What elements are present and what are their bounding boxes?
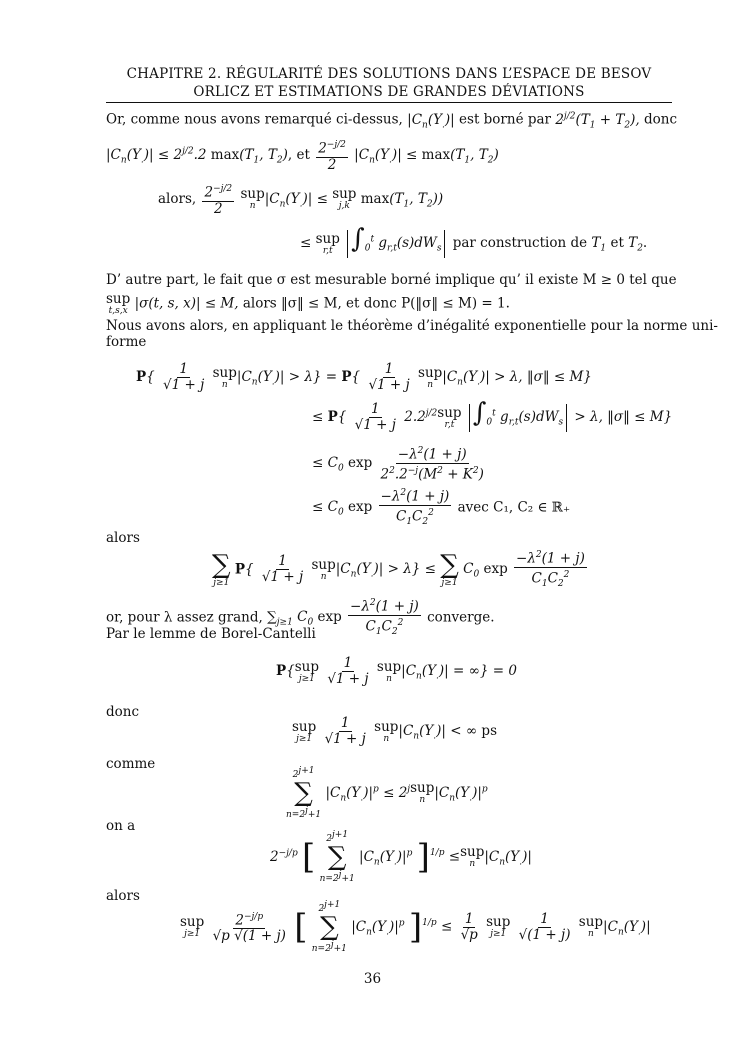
equation-chain-2: ≤ P{ $\frac{1}{√1 + j}$ $2.2^{j/2}$ sup r,t $\int_0^t$ $g_{r,t}(s)dW_s > \lambda$, ‖σ‖ ≤ M} <box>312 398 673 433</box>
running-header-line-2: ORLICZ ET ESTIMATIONS DE GRANDES DÉVIATIONS <box>193 84 585 100</box>
paragraph-2-line-2: sup t,s,x |σ(t, s, x)| ≤ M, alors ‖σ‖ ≤ M, et donc P(‖σ‖ ≤ M) = 1. <box>106 291 510 316</box>
label-donc: donc <box>106 704 140 720</box>
equation-integral-bound: ≤ sup r,t $\int_0^t$ $g_{r,t}(s)dW_s$ par construction de $T_1$ et $T_2$. <box>300 224 648 256</box>
running-header-line-1: CHAPITRE 2. RÉGULARITÉ DES SOLUTIONS DANS L’ESPACE DE BESOV <box>126 66 652 82</box>
label-comme: comme <box>106 756 156 772</box>
equation-on-a: $2^{-j/p}$ [ $2^{j+1}$ ∑ $n=2^j+1$ $|C_n(Y_.)|^p$ ]$^{1/p}$ ≤ sup n $|C_n(Y_.)|$ <box>270 830 532 884</box>
equation-comme: $2^{j+1}$ ∑ $n=2^j+1$ $|C_n(Y_.)|^p \le 2^j$ sup n $|C_n(Y_.)|^p$ <box>286 766 488 820</box>
equation-chain-4: ≤ $C_0$ exp $\frac{-\lambda^2(1 + j)}{C_1C_2^2}$ avec C₁, C₂ ∈ ℝ₊ <box>312 488 571 527</box>
paragraph-3-line-2: forme <box>106 334 147 350</box>
paragraph-2-line-1: D’ autre part, le fait que σ est mesurable borné implique qu’ il existe M ≥ 0 tel que <box>106 272 677 288</box>
paragraph-1-line-1: Or, comme nous avons remarqué ci-dessus, $|C_n(Y_.)|$ est borné par $2^{j/2}(T_1 + T_2)$, donc <box>106 111 678 131</box>
equation-sum: ∑ j≥1 P{ $\frac{1}{√1 + j}$ sup n $|C_n(Y_.)| > \lambda$} ≤ ∑ j≥1 $C_0$ exp $\frac{-\lambda^2(1 + j)}{C_1C_2^2}$ <box>212 549 585 589</box>
equation-chain-1: P{ $\frac{1}{√1 + j}$ sup n $|C_n(Y_.)| > \lambda\} = P${ $\frac{1}{√1 + j}$ sup n $|C_n(Y_.)| > \lambda$, ‖σ‖ ≤ M} <box>136 361 592 393</box>
label-alors-final: alors <box>106 888 140 904</box>
page-number: 36 <box>363 971 382 987</box>
equation-final: sup j≥1 $\frac{2^{-j/p}}{√p √(1 + j)}$ [ $2^{j+1}$ ∑ $n=2^j+1$ $|C_n(Y_.)|^p$ ]$^{1/p}$ ≤ $\frac{1}{√p}$ sup j≥1 $\frac{1}{√(1 + j)}$ sup n $|C_n(Y_.)|$ <box>180 900 651 954</box>
equation-donc: sup j≥1 $\frac{1}{√1 + j}$ sup n $|C_n(Y_.)|$ < ∞ ps <box>292 715 497 747</box>
sentence-converge: or, pour λ assez grand, $\sum_{j\ge 1}$ $C_0$ exp $\frac{-\lambda^2(1 + j)}{C_1C_2^2}$ converge. <box>106 598 495 637</box>
sentence-borel-cantelli: Par le lemme de Borel-Cantelli <box>106 626 316 642</box>
paragraph-1-line-2: $|C_n(Y_.)| \le 2^{j/2}.2$ $\max(T_1$, $T_2$), et $\frac{2^{-j/2}}{2}$ $|C_n(Y_.)| \le \max(T_1$, $T_2$) <box>106 140 499 173</box>
label-on-a: on a <box>106 818 136 834</box>
header-rule <box>106 102 672 103</box>
equation-sup-bound: alors, $\frac{2^{-j/2}}{2}$ sup n $|C_n(Y_.)|$ ≤ sup j,k $\max(T_1$, $T_2$)) <box>158 184 444 217</box>
equation-chain-3: ≤ $C_0$ exp $\frac{-\lambda^2(1 + j)}{2^2.2^{-j}(M^2 + K^2)}$ <box>312 446 484 482</box>
equation-borel: P{ sup j≥1 $\frac{1}{√1 + j}$ sup n $|C_n(Y_.)|$ = ∞} = 0 <box>276 655 517 687</box>
label-alors: alors <box>106 530 140 546</box>
paragraph-3-line-1: Nous avons alors, en appliquant le théorème d’inégalité exponentielle pour la norme uni- <box>106 318 718 334</box>
